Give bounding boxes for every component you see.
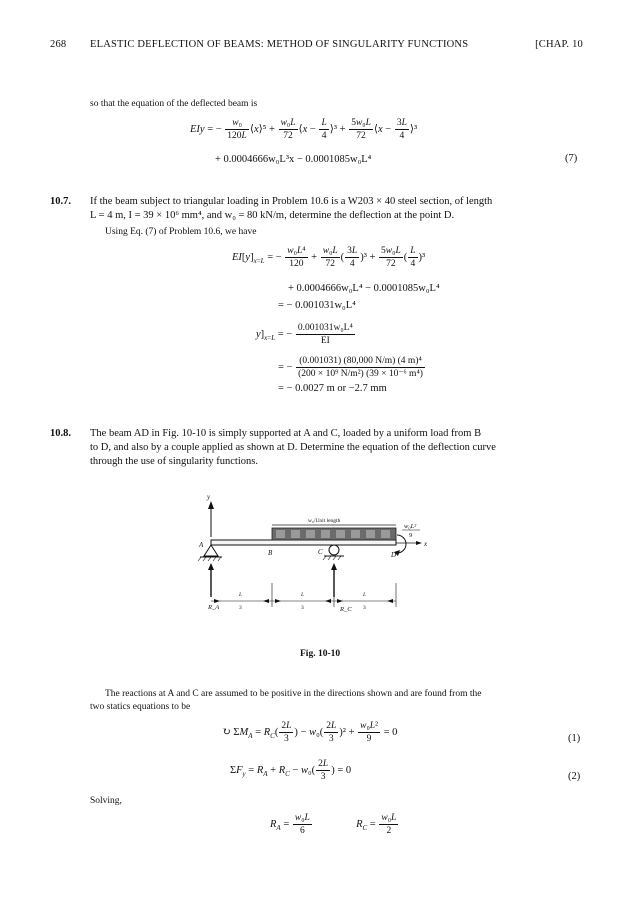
- page-number: 268: [50, 39, 67, 50]
- dim-CD-den: 3: [363, 605, 366, 611]
- support-A-pin: [204, 545, 218, 556]
- problem-10-8-line1: The beam AD in Fig. 10-10 is simply supported at A and C, loaded by a uniform load from B: [90, 428, 482, 439]
- dim-BC-den: 3: [301, 605, 304, 611]
- figure-10-10: [190, 495, 450, 625]
- x-axis-arrow: [416, 541, 422, 545]
- deflection-equation-line1: EIy = − $\frac{\text{w₀}}{120L}$ ⟨x⟩⁵ + $\frac{\text{w₀L}}{72}$ ⟨x − $\frac{L}{4}$ ⟩³ + $\frac{\text{5w₀L}}{72}$ ⟨x − $\frac{3L}{4}$ ⟩³: [190, 118, 418, 141]
- deflection-result: = − 0.0027 m or −2.7 mm: [278, 383, 387, 394]
- reaction-A-label: R_A: [208, 604, 220, 611]
- reaction-C-label: R_C: [340, 606, 352, 613]
- load-label: w₀/Unit length: [308, 518, 341, 524]
- point-D-label: D: [391, 551, 397, 559]
- support-C-roller: [329, 545, 339, 555]
- couple-numerator: w₀L²: [404, 523, 417, 530]
- deflection-at-D-line1: $EI[y]_{x=L}$ = − $\frac{\text{w₀L⁴}}{120}$ + $\frac{\text{w₀L}}{72}$ ( $\frac{3L}{4}$ )³ + $\frac{\text{5w₀L}}{72}$ ( $\frac{L}{4}$ )³: [232, 246, 426, 269]
- deflection-numeric-fraction: = − $\frac{\text{(0.001031) (80,000 N/m) (4 m)⁴}}{\text{(200 × 10⁹ N/m²) (39 × 10⁻⁶ m⁴)}}$: [278, 356, 423, 379]
- point-B-label: B: [268, 549, 273, 557]
- x-axis-label: x: [424, 540, 428, 548]
- problem-10-7-line1: If the beam subject to triangular loading in Problem 10.6 is a W203 × 40 steel section, of length: [90, 196, 493, 207]
- y-axis-arrow: [208, 501, 214, 509]
- equation-number-2: (2): [568, 771, 581, 782]
- point-C-label: C: [318, 548, 323, 556]
- page-header: [0, 39, 638, 55]
- deflection-at-D-line2: + 0.0004666w₀L⁴ − 0.0001085w₀L⁴: [288, 283, 440, 294]
- problem-10-7-line2: L = 4 m, I = 39 × 10⁶ mm⁴, and w₀ = 80 kN/m, determine the deflection at the point D.: [90, 210, 455, 221]
- equation-number-7: (7): [565, 153, 578, 164]
- solving-label: Solving,: [90, 796, 122, 806]
- y-axis-label: y: [207, 495, 211, 501]
- figure-caption: Fig. 10-10: [300, 649, 341, 659]
- running-title: ELASTIC DEFLECTION OF BEAMS: METHOD OF SINGULARITY FUNCTIONS: [90, 39, 469, 50]
- problem-10-7-using: Using Eq. (7) of Problem 10.6, we have: [105, 227, 257, 237]
- solution-line2: two statics equations to be: [90, 702, 191, 712]
- intro-text: so that the equation of the deflected beam is: [90, 99, 258, 109]
- deflection-y-fraction: $y]_{x=L}$ = − $\frac{\text{0.001031w₀L⁴}}{EI}$: [256, 323, 353, 346]
- problem-number-10-8: 10.8.: [50, 428, 71, 439]
- couple-arc: [397, 535, 406, 553]
- equation-number-1: (1): [568, 733, 581, 744]
- solution-line1: The reactions at A and C are assumed to be positive in the directions shown and are found from the: [105, 689, 482, 699]
- deflection-at-D-line3: = − 0.001031w₀L⁴: [278, 300, 356, 311]
- point-A-label: A: [199, 541, 204, 549]
- problem-number-10-7: 10.7.: [50, 196, 71, 207]
- dim-BC-num: L: [301, 592, 305, 598]
- moment-equation: ↻ $\Sigma M_A = R_C$( $\frac{2L}{3}$ ) − w₀( $\frac{2L}{3}$ )² + $\frac{\text{w₀L²}}{9}$ = 0: [222, 721, 398, 744]
- problem-10-8-line3: through the use of singularity functions.: [90, 456, 258, 467]
- force-equation: $\Sigma F_y = R_A + R_C - w_0$( $\frac{2L}{3}$ ) = 0: [230, 759, 352, 782]
- dim-AB-num: L: [239, 592, 243, 598]
- distributed-load: [272, 525, 396, 540]
- dim-AB-den: 3: [239, 605, 242, 611]
- problem-10-8-line2: to D, and also by a couple applied as shown at D. Determine the equation of the deflection curve: [90, 442, 496, 453]
- reactions-result: $R_A$ = $\frac{\text{w₀L}}{6}$ $R_C$ = $\frac{\text{w₀L}}{2}$: [270, 813, 397, 836]
- deflection-equation-line2: + 0.0004666w₀L³x − 0.0001085w₀L⁴: [215, 154, 372, 165]
- chapter-label: [CHAP. 10: [535, 39, 583, 50]
- beam: [211, 540, 396, 545]
- couple-denominator: 9: [409, 532, 413, 539]
- dim-CD-num: L: [363, 592, 367, 598]
